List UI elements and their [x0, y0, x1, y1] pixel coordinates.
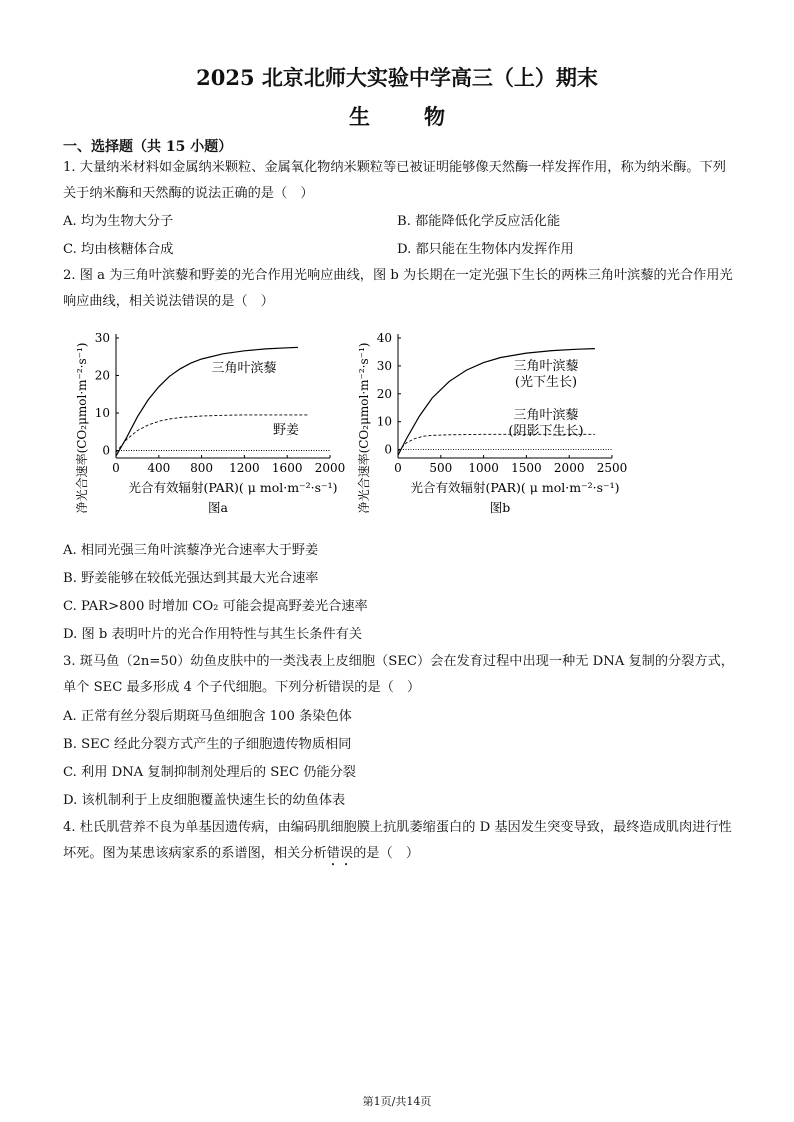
- chart1-y-tick-label: 30: [376, 358, 392, 373]
- q3-option-c: C. 利用 DNA 复制抑制剂处理后的 SEC 仍能分裂: [63, 765, 356, 780]
- chart-figure-a: [68, 322, 358, 534]
- chart1-x-tick-label: 500: [429, 461, 453, 475]
- chart1-x-tick-label: 1000: [468, 461, 499, 475]
- q2-option-d: D. 图 b 表明叶片的光合作用特性与其生长条件有关: [63, 627, 363, 642]
- q3-option-d: D. 该机制利于上皮细胞覆盖快速生长的幼鱼体表: [63, 793, 346, 808]
- chart1-x-axis-label: 光合有效辐射(PAR)( μ mol·m⁻²·s⁻¹): [410, 480, 620, 495]
- chart1-series-label-1: (阴影下生长): [508, 424, 584, 439]
- chart1-y-tick-label: 40: [376, 331, 392, 345]
- section-title: 一、选择题（共 15 小题）: [63, 139, 233, 155]
- chart1-x-tick-label: 2000: [553, 461, 585, 475]
- chart0-series-label-1: 野姜: [272, 423, 300, 438]
- chart0-y-axis-label: 净光合速率(CO₂μmol·m⁻²·s⁻¹): [75, 342, 89, 514]
- chart0-x-tick-label: 2000: [314, 461, 346, 475]
- q4-stem-part-a: 4. 杜氏肌营养不良为单基因遗传病，由编码肌细胞膜上抗肌萎缩蛋白的 D 基因发生突变导致，最终造成肌肉进行性坏死。图为某患该病家系的系谱图，相关分析: [63, 820, 732, 861]
- chart0-y-tick-label: 10: [94, 406, 110, 420]
- chart0-y-tick-label: 20: [94, 368, 110, 383]
- chart1-x-tick-label: 1500: [511, 461, 542, 475]
- chart0-x-tick-label: 0: [112, 461, 120, 475]
- q2-option-a: A. 相同光强三角叶滨藜净光合速率大于野姜: [63, 543, 319, 558]
- chart1-x-tick-label: 0: [394, 461, 402, 475]
- chart0-x-axis-label: 光合有效辐射(PAR)( μ mol·m⁻²·s⁻¹): [128, 480, 338, 495]
- chart0-x-tick-label: 800: [190, 461, 214, 475]
- chart1-caption: 图b: [489, 500, 511, 515]
- chart1-y-tick-label: 0: [384, 442, 392, 457]
- chart1-series-label-0: 三角叶滨藜: [513, 359, 579, 374]
- q1-option-c: C. 均由核糖体合成: [63, 242, 174, 257]
- q1-option-a: A. 均为生物大分子: [63, 214, 174, 229]
- q3-option-b: B. SEC 经此分裂方式产生的子细胞遗传物质相同: [63, 737, 352, 752]
- question-2-stem: 2. 图 a 为三角叶滨藜和野姜的光合作用光响应曲线，图 b 为长期在一定光强下生长的两株三角叶滨藜的光合作用光响应曲线，相关说法错误的是（ ）: [63, 268, 733, 309]
- page-title: 2025 北京北师大实验中学高三（上）期末: [196, 65, 598, 90]
- q2-option-b: B. 野姜能够在较低光强达到其最大光合速率: [63, 571, 319, 586]
- page-footer: 第1页/共14页: [362, 1095, 432, 1108]
- q4-stem-emphasis: 错误: [326, 846, 354, 861]
- q4-stem-part-b: 的是（ ）: [353, 846, 420, 861]
- chart0-x-tick-label: 400: [147, 461, 171, 475]
- chart1-y-tick-label: 10: [376, 414, 392, 429]
- q3-option-a: A. 正常有丝分裂后期斑马鱼细胞含 100 条染色体: [63, 709, 352, 724]
- chart0-y-tick-label: 30: [94, 331, 110, 345]
- chart1-series-label-0: (光下生长): [514, 375, 578, 390]
- q1-option-b: B. 都能降低化学反应活化能: [397, 214, 561, 229]
- chart1-y-tick-label: 20: [376, 386, 392, 401]
- q2-option-c: C. PAR>800 时增加 CO₂ 可能会提高野姜光合速率: [63, 599, 368, 614]
- chart1-x-tick-label: 2500: [596, 461, 628, 475]
- chart0-series-label-0: 三角叶滨藜: [211, 361, 277, 376]
- chart1-series-label-1: 三角叶滨藜: [513, 408, 579, 423]
- chart0-caption: 图a: [208, 500, 228, 515]
- q1-option-d: D. 都只能在生物体内发挥作用: [397, 242, 574, 257]
- question-4-stem: [63, 815, 735, 869]
- chart0-x-tick-label: 1600: [271, 461, 303, 475]
- chart-figure-b: [350, 322, 640, 534]
- chart1-y-axis-label: 净光合速率(CO₂μmol·m⁻²·s⁻¹): [357, 342, 371, 514]
- question-1-stem: 1. 大量纳米材料如金属纳米颗粒、金属氧化物纳米颗粒等已被证明能够像天然酶一样发挥作用，称为纳米酶。下列关于纳米酶和天然酶的说法正确的是（ ）: [63, 160, 726, 201]
- chart0-x-tick-label: 1200: [229, 461, 260, 475]
- chart0-y-tick-label: 0: [102, 443, 110, 458]
- subject-title: 生物: [349, 104, 499, 129]
- question-3-stem: 3. 斑马鱼（2n=50）幼鱼皮肤中的一类浅表上皮细胞（SEC）会在发育过程中出现一种无 DNA 复制的分裂方式，单个 SEC 最多形成 4 个子代细胞。下列分析错误的是（ ）: [63, 654, 734, 695]
